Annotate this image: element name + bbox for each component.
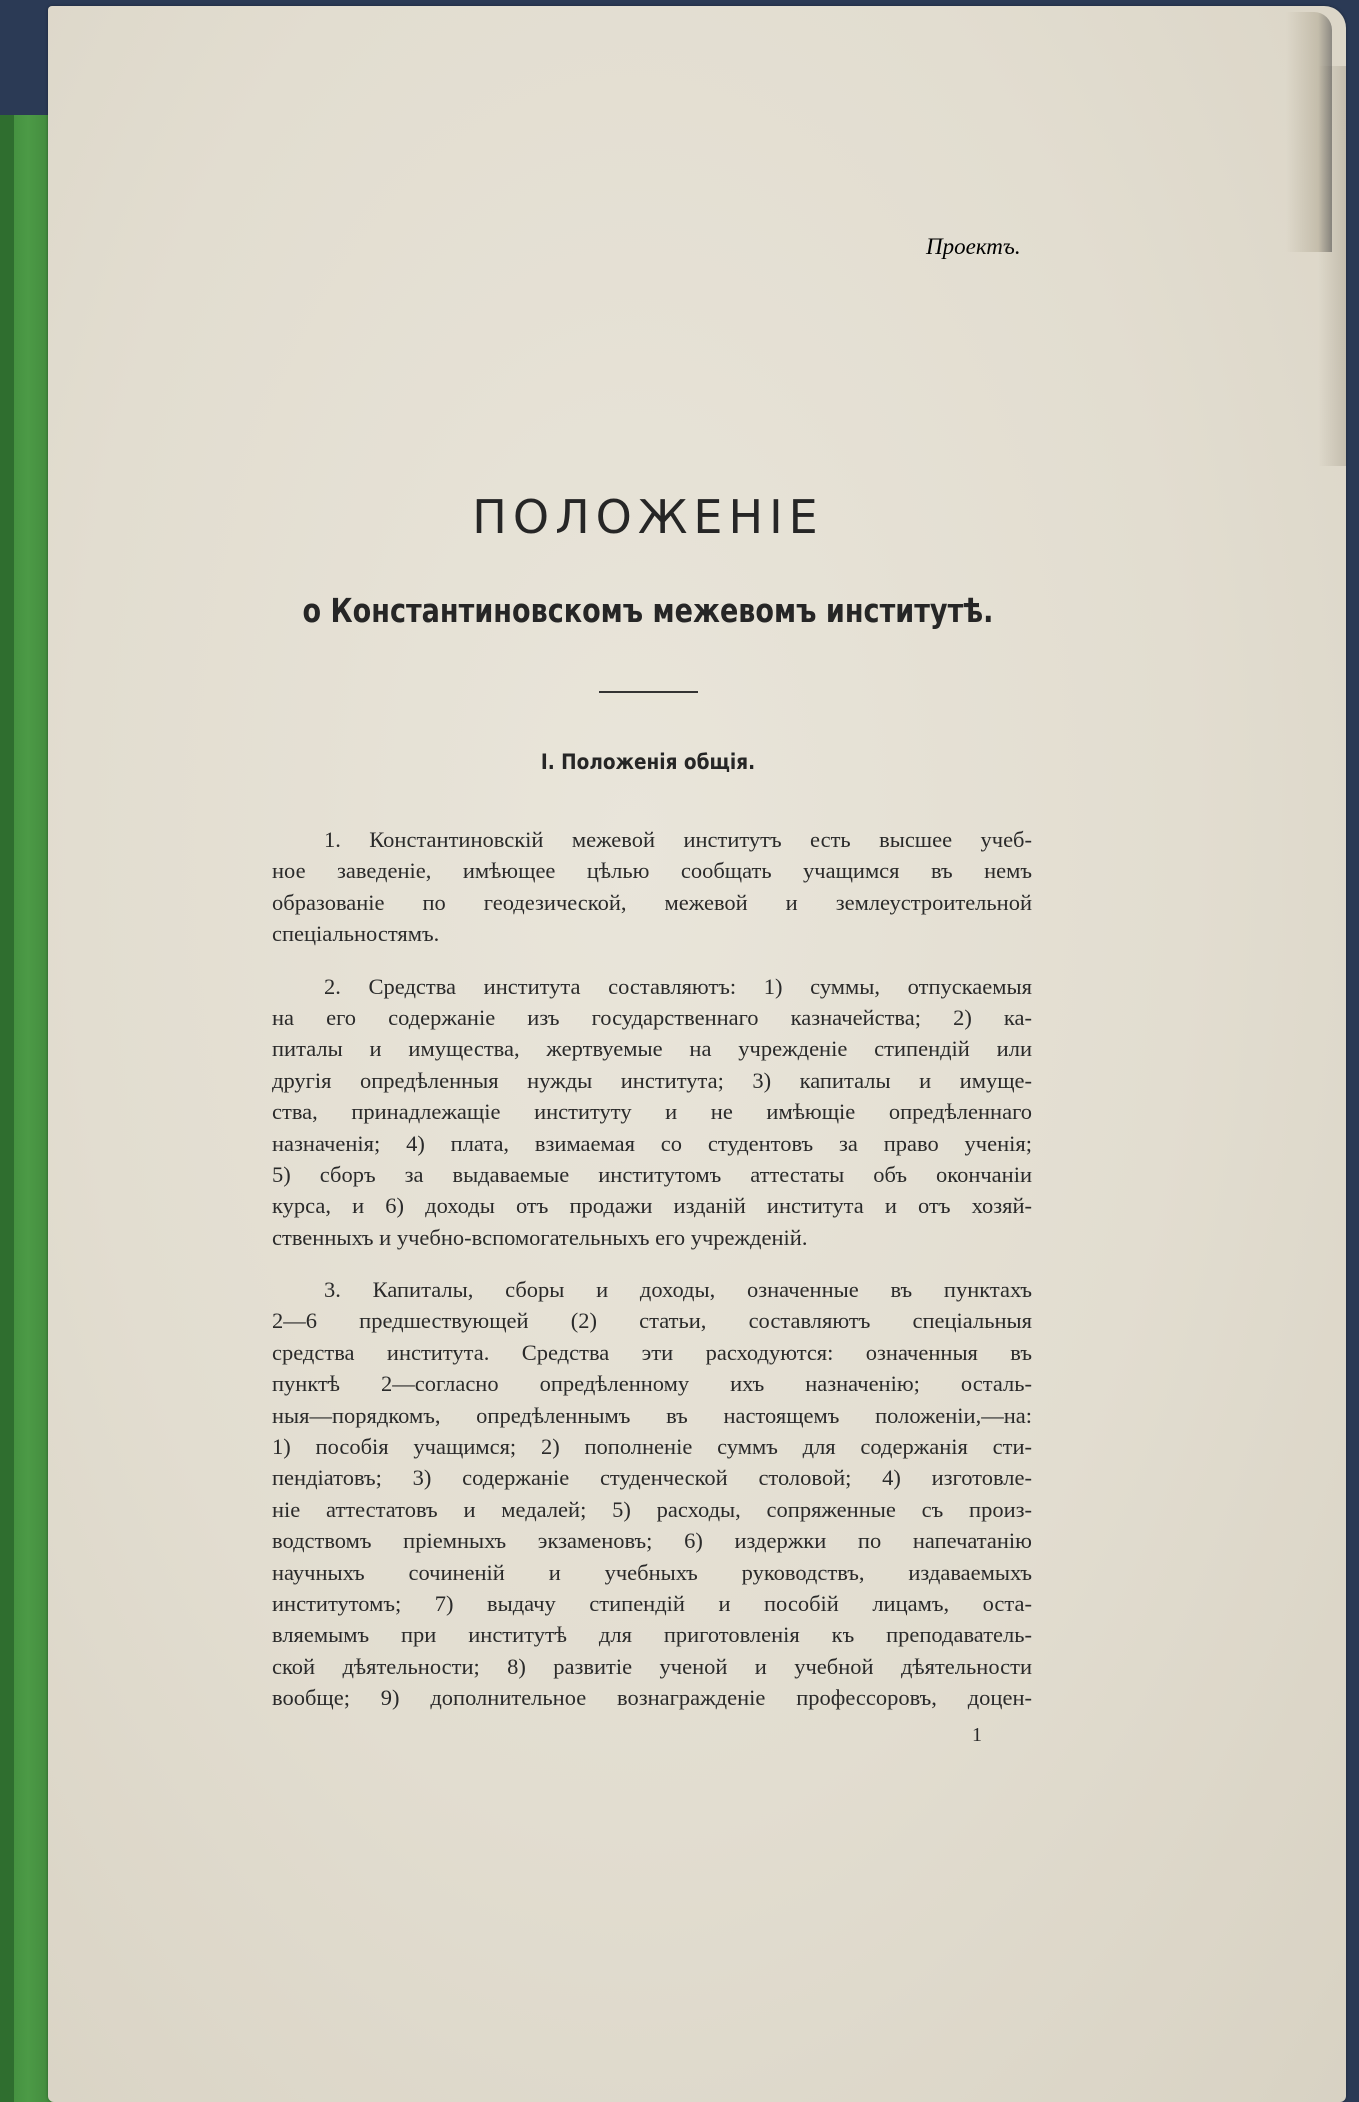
section-heading: I. Положенія общія. xyxy=(540,750,756,774)
text-line: пунктѣ 2—согласно опредѣленному ихъ назначенію; осталь- xyxy=(272,1371,1032,1397)
paragraph-2 xyxy=(272,971,1032,1254)
text-line: 2—6 предшествующей (2) статьи, составляютъ спеціальныя xyxy=(272,1308,1032,1334)
paragraph-1 xyxy=(272,824,1032,950)
text-line: вляемымъ при институтѣ для приготовленія къ преподаватель- xyxy=(272,1622,1032,1648)
text-line: образованіе по геодезической, межевой и землеустроительной xyxy=(272,889,1032,915)
text-line: ное заведеніе, имѣющее цѣлью сообщать учащимся въ немъ xyxy=(272,858,1032,884)
text-line: ніе аттестатовъ и медалей; 5) расходы, сопряженные съ произ- xyxy=(272,1496,1032,1522)
text-line: средства института. Средства эти расходуются: означенныя въ xyxy=(272,1339,1032,1365)
text-line: научныхъ сочиненій и учебныхъ руководствъ, издаваемыхъ xyxy=(272,1559,1032,1585)
text-line: ственныхъ и учебно-вспомогательныхъ его учрежденій. xyxy=(272,1224,808,1250)
text-line: пендіатовъ; 3) содержаніе студенческой столовой; 4) изготовле- xyxy=(272,1465,1032,1491)
page-number: 1 xyxy=(972,1724,982,1746)
text-line: водствомъ пріемныхъ экзаменовъ; 6) издержки по напечатанію xyxy=(272,1528,1032,1554)
document-page xyxy=(48,6,1346,2102)
text-line: ныя—порядкомъ, опредѣленнымъ въ настоящемъ положеніи,—на: xyxy=(272,1402,1032,1428)
document-subtitle: о Константиновскомъ межевомъ институтѣ. xyxy=(302,591,994,630)
text-line: вообще; 9) дополнительное вознагражденіе профессоровъ, доцен- xyxy=(272,1685,1032,1711)
title-divider xyxy=(599,691,698,693)
text-line: институтомъ; 7) выдачу стипендій и пособій лицамъ, оста- xyxy=(272,1590,1032,1616)
text-line: спеціальностямъ. xyxy=(272,921,440,947)
text-line: питалы и имущества, жертвуемые на учрежденіе стипендій или xyxy=(272,1036,1032,1062)
text-line: ской дѣятельности; 8) развитіе ученой и учебной дѣятельности xyxy=(272,1653,1032,1679)
project-label: Проектъ. xyxy=(926,234,1021,259)
paragraph-3 xyxy=(272,1274,1032,1713)
text-line: другія опредѣленныя нужды института; 3) капиталы и имуще- xyxy=(272,1067,1032,1093)
document-title: ПОЛОЖЕНІЕ xyxy=(472,490,824,544)
text-line: 1. Константиновскій межевой институтъ есть высшее учеб- xyxy=(324,827,1032,852)
spine-shadow xyxy=(0,115,14,2102)
text-line: 2. Средства института составляютъ: 1) суммы, отпускаемыя xyxy=(324,973,1032,999)
text-line: назначенія; 4) плата, взимаемая со студентовъ за право ученія; xyxy=(272,1130,1032,1156)
body-text xyxy=(272,824,1032,1735)
text-line: курса, и 6) доходы отъ продажи изданій института и отъ хозяй- xyxy=(272,1193,1032,1219)
text-line: 5) сборъ за выдаваемые институтомъ аттестаты объ окончаніи xyxy=(272,1161,1032,1187)
text-line: 1) пособія учащимся; 2) пополненіе суммъ для содержанія сти- xyxy=(272,1434,1032,1460)
text-line: ства, принадлежащіе институту и не имѣющіе опредѣленнаго xyxy=(272,1099,1032,1125)
text-line: на его содержаніе изъ государственнаго казначейства; 2) ка- xyxy=(272,1004,1032,1030)
worn-corner xyxy=(1286,12,1332,252)
text-line: 3. Капиталы, сборы и доходы, означенные въ пунктахъ xyxy=(324,1277,1032,1303)
